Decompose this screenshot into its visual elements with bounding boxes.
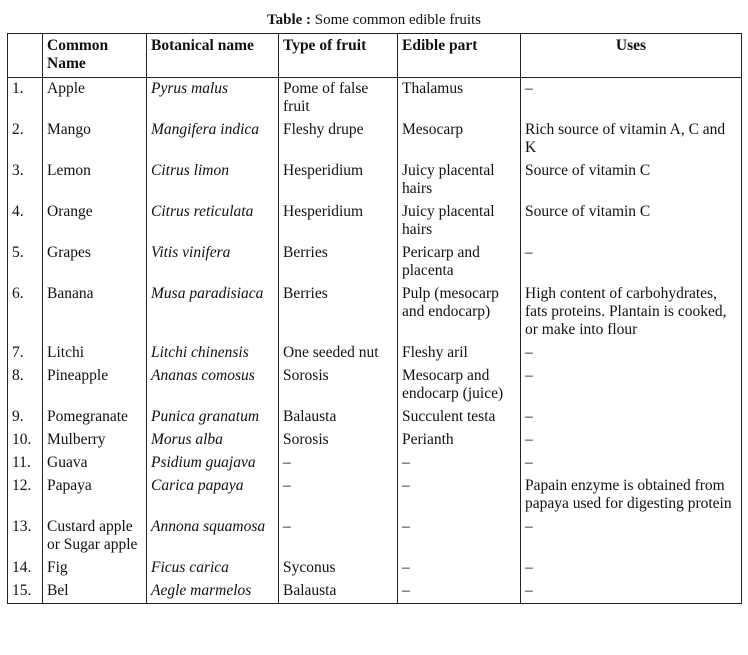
cell-uses: Source of vitamin C — [521, 160, 742, 201]
cell-edible-part: Mesocarp and endocarp (juice) — [398, 365, 521, 406]
cell-common-name: Litchi — [43, 342, 147, 365]
cell-uses: Source of vitamin C — [521, 201, 742, 242]
cell-type-of-fruit: Berries — [279, 242, 398, 283]
cell-botanical-name: Carica papaya — [147, 475, 279, 516]
cell-common-name: Grapes — [43, 242, 147, 283]
cell-number: 3. — [8, 160, 43, 201]
cell-common-name: Papaya — [43, 475, 147, 516]
cell-number: 8. — [8, 365, 43, 406]
cell-common-name: Pineapple — [43, 365, 147, 406]
cell-type-of-fruit: – — [279, 475, 398, 516]
cell-edible-part: Juicy placental hairs — [398, 160, 521, 201]
cell-botanical-name: Mangifera indica — [147, 119, 279, 160]
cell-type-of-fruit: – — [279, 516, 398, 557]
cell-number: 4. — [8, 201, 43, 242]
cell-uses: – — [521, 557, 742, 580]
table-row — [8, 516, 742, 557]
cell-botanical-name: Psidium guajava — [147, 452, 279, 475]
table-row — [8, 475, 742, 516]
cell-number: 11. — [8, 452, 43, 475]
cell-number: 1. — [8, 78, 43, 120]
cell-uses: – — [521, 452, 742, 475]
cell-type-of-fruit: Fleshy drupe — [279, 119, 398, 160]
header-type-of-fruit: Type of fruit — [279, 34, 398, 78]
cell-type-of-fruit: Sorosis — [279, 429, 398, 452]
cell-uses: – — [521, 580, 742, 604]
table-row — [8, 119, 742, 160]
cell-common-name: Guava — [43, 452, 147, 475]
cell-common-name: Pomegranate — [43, 406, 147, 429]
cell-number: 12. — [8, 475, 43, 516]
cell-common-name: Mango — [43, 119, 147, 160]
cell-botanical-name: Aegle marmelos — [147, 580, 279, 604]
cell-edible-part: – — [398, 557, 521, 580]
cell-edible-part: – — [398, 516, 521, 557]
cell-number: 9. — [8, 406, 43, 429]
cell-botanical-name: Litchi chinensis — [147, 342, 279, 365]
cell-uses: – — [521, 516, 742, 557]
table-row — [8, 429, 742, 452]
cell-uses: – — [521, 78, 742, 120]
cell-type-of-fruit: Hesperidium — [279, 201, 398, 242]
cell-botanical-name: Morus alba — [147, 429, 279, 452]
cell-edible-part: Mesocarp — [398, 119, 521, 160]
table-row — [8, 452, 742, 475]
cell-botanical-name: Ananas comosus — [147, 365, 279, 406]
cell-number: 7. — [8, 342, 43, 365]
cell-number: 14. — [8, 557, 43, 580]
cell-common-name: Apple — [43, 78, 147, 120]
cell-type-of-fruit: Sorosis — [279, 365, 398, 406]
cell-botanical-name: Annona squamosa — [147, 516, 279, 557]
cell-type-of-fruit: Balausta — [279, 406, 398, 429]
table-row — [8, 365, 742, 406]
cell-edible-part: – — [398, 452, 521, 475]
table-row — [8, 242, 742, 283]
cell-edible-part: Pulp (mesocarp and endocarp) — [398, 283, 521, 342]
table-row — [8, 160, 742, 201]
cell-botanical-name: Citrus limon — [147, 160, 279, 201]
table-row — [8, 283, 742, 342]
cell-number: 6. — [8, 283, 43, 342]
cell-common-name: Fig — [43, 557, 147, 580]
cell-uses: – — [521, 429, 742, 452]
cell-botanical-name: Ficus carica — [147, 557, 279, 580]
table-caption-text: Some common edible fruits — [314, 12, 482, 28]
cell-common-name: Bel — [43, 580, 147, 604]
cell-edible-part: Fleshy aril — [398, 342, 521, 365]
edible-fruits-table — [7, 33, 742, 604]
cell-common-name: Lemon — [43, 160, 147, 201]
cell-botanical-name: Pyrus malus — [147, 78, 279, 120]
cell-botanical-name: Punica granatum — [147, 406, 279, 429]
header-uses: Uses — [521, 34, 742, 78]
cell-common-name: Banana — [43, 283, 147, 342]
table-row — [8, 201, 742, 242]
table-header-row — [8, 34, 742, 78]
cell-botanical-name: Vitis vinifera — [147, 242, 279, 283]
header-edible-part: Edible part — [398, 34, 521, 78]
cell-uses: High content of carbohydrates, fats proteins. Plantain is cooked, or make into flour — [521, 283, 742, 342]
header-number — [8, 34, 43, 78]
cell-edible-part: Thalamus — [398, 78, 521, 120]
cell-uses: – — [521, 365, 742, 406]
header-botanical-name: Botanical name — [147, 34, 279, 78]
table-row — [8, 342, 742, 365]
cell-uses: Rich source of vitamin A, C and K — [521, 119, 742, 160]
cell-number: 13. — [8, 516, 43, 557]
cell-uses: – — [521, 406, 742, 429]
cell-edible-part: Juicy placental hairs — [398, 201, 521, 242]
header-common-name: Common Name — [43, 34, 147, 78]
cell-edible-part: Perianth — [398, 429, 521, 452]
cell-number: 2. — [8, 119, 43, 160]
cell-botanical-name: Musa paradisiaca — [147, 283, 279, 342]
cell-type-of-fruit: Syconus — [279, 557, 398, 580]
table-row — [8, 78, 742, 120]
cell-common-name: Custard apple or Sugar apple — [43, 516, 147, 557]
cell-botanical-name: Citrus reticulata — [147, 201, 279, 242]
table-caption-label: Table : — [266, 12, 312, 28]
table-caption — [0, 11, 748, 29]
cell-uses: Papain enzyme is obtained from papaya used for digesting protein — [521, 475, 742, 516]
table-row — [8, 406, 742, 429]
table-row — [8, 580, 742, 604]
cell-common-name: Orange — [43, 201, 147, 242]
cell-type-of-fruit: Berries — [279, 283, 398, 342]
cell-common-name: Mulberry — [43, 429, 147, 452]
cell-type-of-fruit: Pome of false fruit — [279, 78, 398, 120]
cell-type-of-fruit: Hesperidium — [279, 160, 398, 201]
cell-edible-part: Succulent testa — [398, 406, 521, 429]
cell-uses: – — [521, 342, 742, 365]
cell-number: 10. — [8, 429, 43, 452]
cell-edible-part: Pericarp and placenta — [398, 242, 521, 283]
cell-type-of-fruit: – — [279, 452, 398, 475]
cell-number: 5. — [8, 242, 43, 283]
cell-edible-part: – — [398, 580, 521, 604]
cell-uses: – — [521, 242, 742, 283]
cell-edible-part: – — [398, 475, 521, 516]
table-row — [8, 557, 742, 580]
cell-type-of-fruit: One seeded nut — [279, 342, 398, 365]
cell-type-of-fruit: Balausta — [279, 580, 398, 604]
cell-number: 15. — [8, 580, 43, 604]
